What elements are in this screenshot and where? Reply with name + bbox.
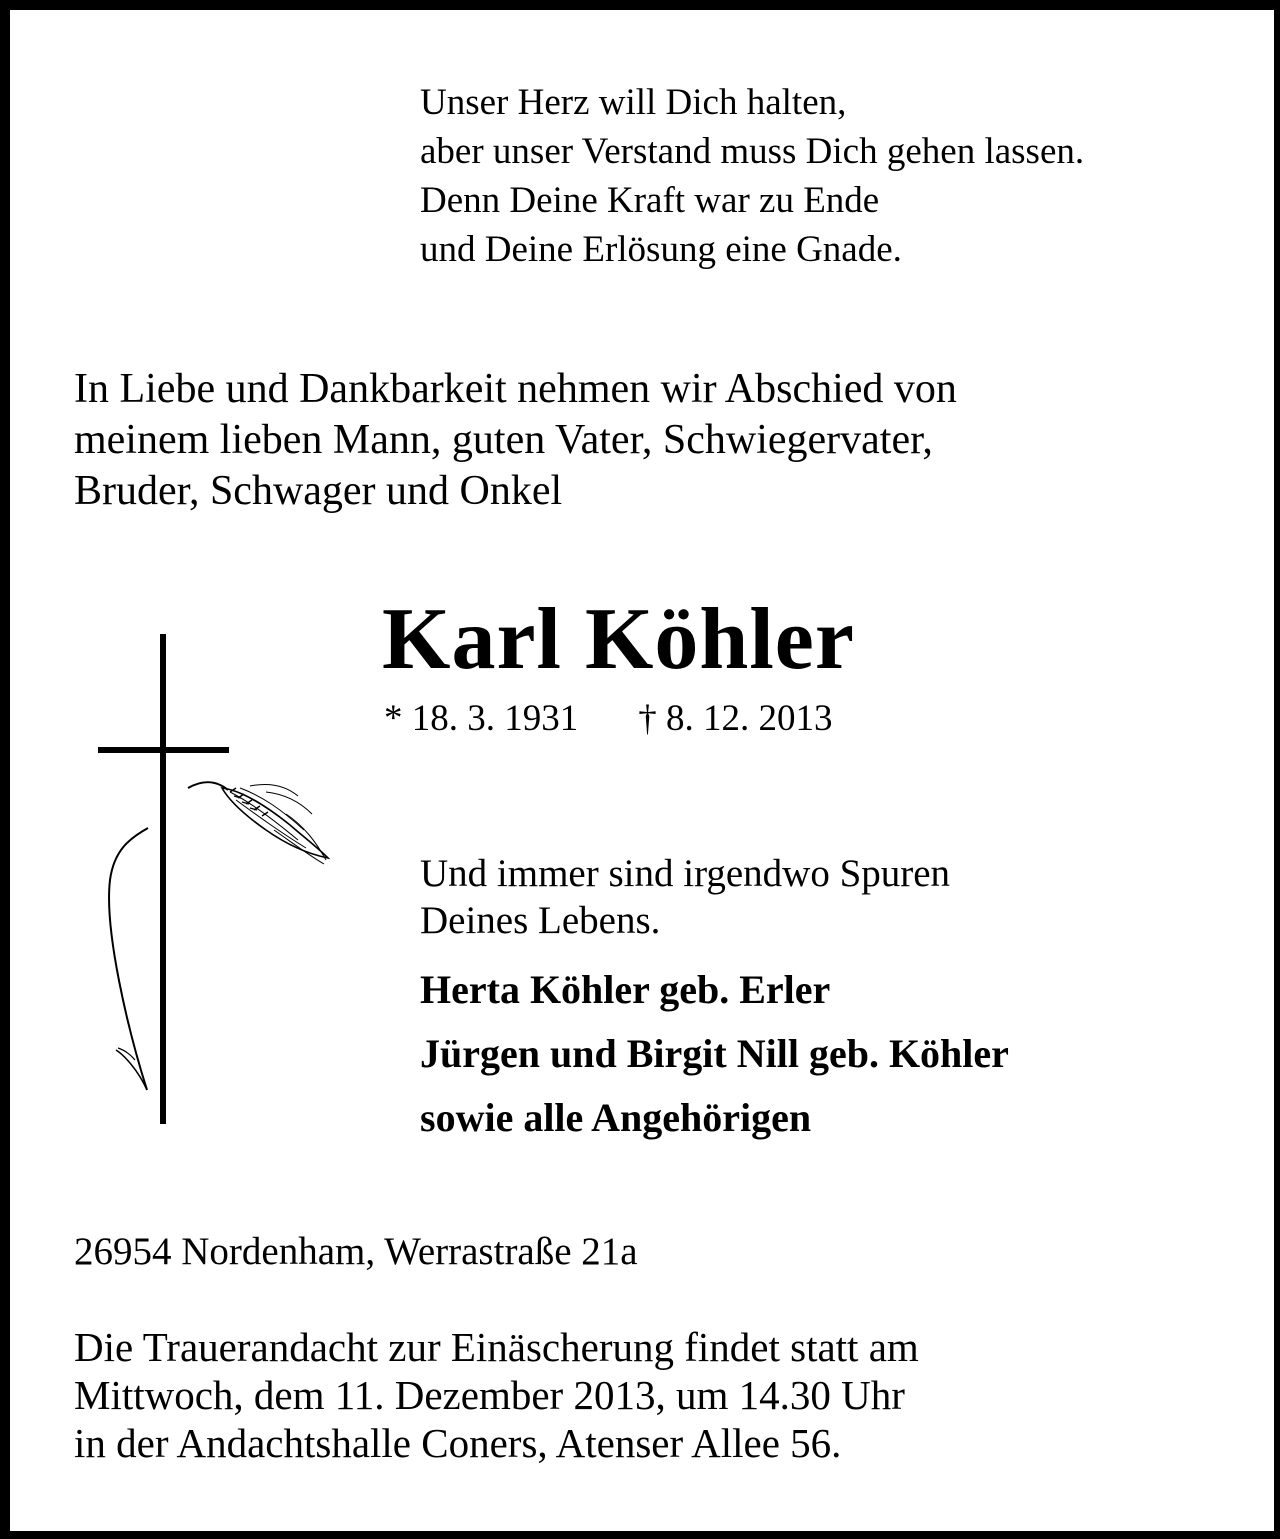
life-dates	[384, 697, 833, 741]
closing-quote	[420, 850, 950, 944]
mourner: Herta Köhler geb. Erler	[420, 967, 831, 1012]
poem-line: und Deine Erlösung eine Gnade.	[420, 229, 902, 270]
mourner: Jürgen und Birgit Nill geb. Köhler	[420, 1031, 1009, 1076]
address: 26954 Nordenham, Werrastraße 21a	[74, 1230, 638, 1273]
cross-with-wheat-icon	[90, 630, 340, 1130]
death-date: † 8. 12. 2013	[638, 698, 833, 739]
quote-line: Deines Lebens.	[420, 899, 661, 942]
service-line: Die Trauerandacht zur Einäscherung findet statt am	[74, 1324, 919, 1370]
service-line: in der Andachtshalle Coners, Atenser Allee 56.	[74, 1420, 842, 1466]
deceased-name: Karl Köhler	[382, 591, 855, 688]
service-info	[74, 1323, 919, 1467]
farewell-intro	[74, 364, 957, 517]
intro-line: meinem lieben Mann, guten Vater, Schwiegervater,	[74, 417, 933, 463]
intro-line: In Liebe und Dankbarkeit nehmen wir Abschied von	[74, 366, 957, 412]
poem-line: Unser Herz will Dich halten,	[420, 82, 847, 123]
quote-line: Und immer sind irgendwo Spuren	[420, 852, 951, 895]
poem-line: Denn Deine Kraft war zu Ende	[420, 180, 880, 221]
mourners-list	[420, 958, 1009, 1150]
poem-line: aber unser Verstand muss Dich gehen lassen.	[420, 131, 1085, 172]
mourner: sowie alle Angehörigen	[420, 1095, 812, 1140]
service-line: Mittwoch, dem 11. Dezember 2013, um 14.30 Uhr	[74, 1372, 905, 1418]
intro-line: Bruder, Schwager und Onkel	[74, 468, 563, 514]
poem	[420, 78, 1084, 274]
birth-date: * 18. 3. 1931	[384, 698, 579, 739]
